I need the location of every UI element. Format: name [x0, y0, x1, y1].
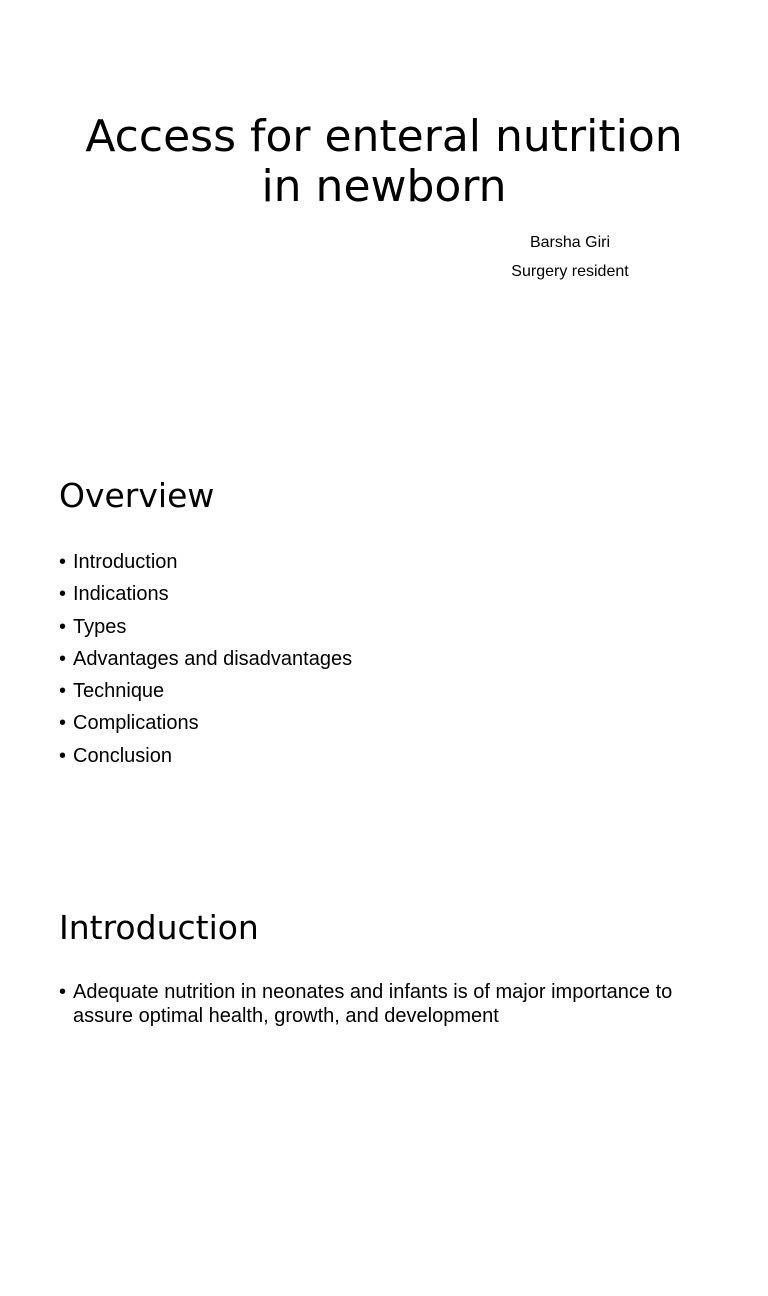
presentation-title: Access for enteral nutrition in newborn: [85, 111, 683, 212]
overview-slide: [0, 432, 768, 864]
bullet-icon: •: [59, 744, 67, 767]
list-item-text: Advantages and disadvantages: [73, 647, 353, 670]
overview-list: [59, 546, 352, 772]
list-item: [59, 980, 709, 1028]
list-item-text: Indications: [73, 583, 169, 606]
list-item: [59, 611, 352, 643]
bullet-icon: •: [59, 680, 67, 703]
list-item: [59, 740, 352, 772]
presenter-role: Surgery resident: [511, 263, 629, 280]
list-item: [59, 578, 352, 610]
introduction-list: [59, 980, 709, 1028]
presenter-name: Barsha Giri: [529, 234, 611, 251]
list-item: [59, 675, 352, 707]
bullet-icon: •: [59, 981, 67, 1003]
list-item-text: Conclusion: [73, 744, 172, 767]
bullet-icon: •: [59, 647, 67, 670]
list-item: [59, 707, 352, 739]
introduction-slide: [0, 864, 768, 1296]
bullet-icon: •: [59, 712, 67, 735]
bullet-icon: •: [59, 551, 67, 573]
bullet-icon: •: [59, 615, 67, 638]
title-slide: [0, 0, 768, 432]
list-item: [59, 643, 352, 675]
list-item-text: Technique: [73, 680, 165, 703]
bullet-icon: •: [59, 583, 67, 606]
presenter-info: [470, 228, 670, 286]
list-item-text: Complications: [73, 712, 199, 735]
slide-heading: Overview: [59, 476, 215, 515]
list-item: [59, 546, 352, 578]
list-item-text: Introduction: [73, 551, 178, 573]
list-item-text: Types: [73, 615, 127, 638]
slide-heading: Introduction: [59, 908, 259, 947]
list-item-text: Adequate nutrition in neonates and infants is of major importance to assure optimal health, growth, and development: [73, 981, 673, 1027]
